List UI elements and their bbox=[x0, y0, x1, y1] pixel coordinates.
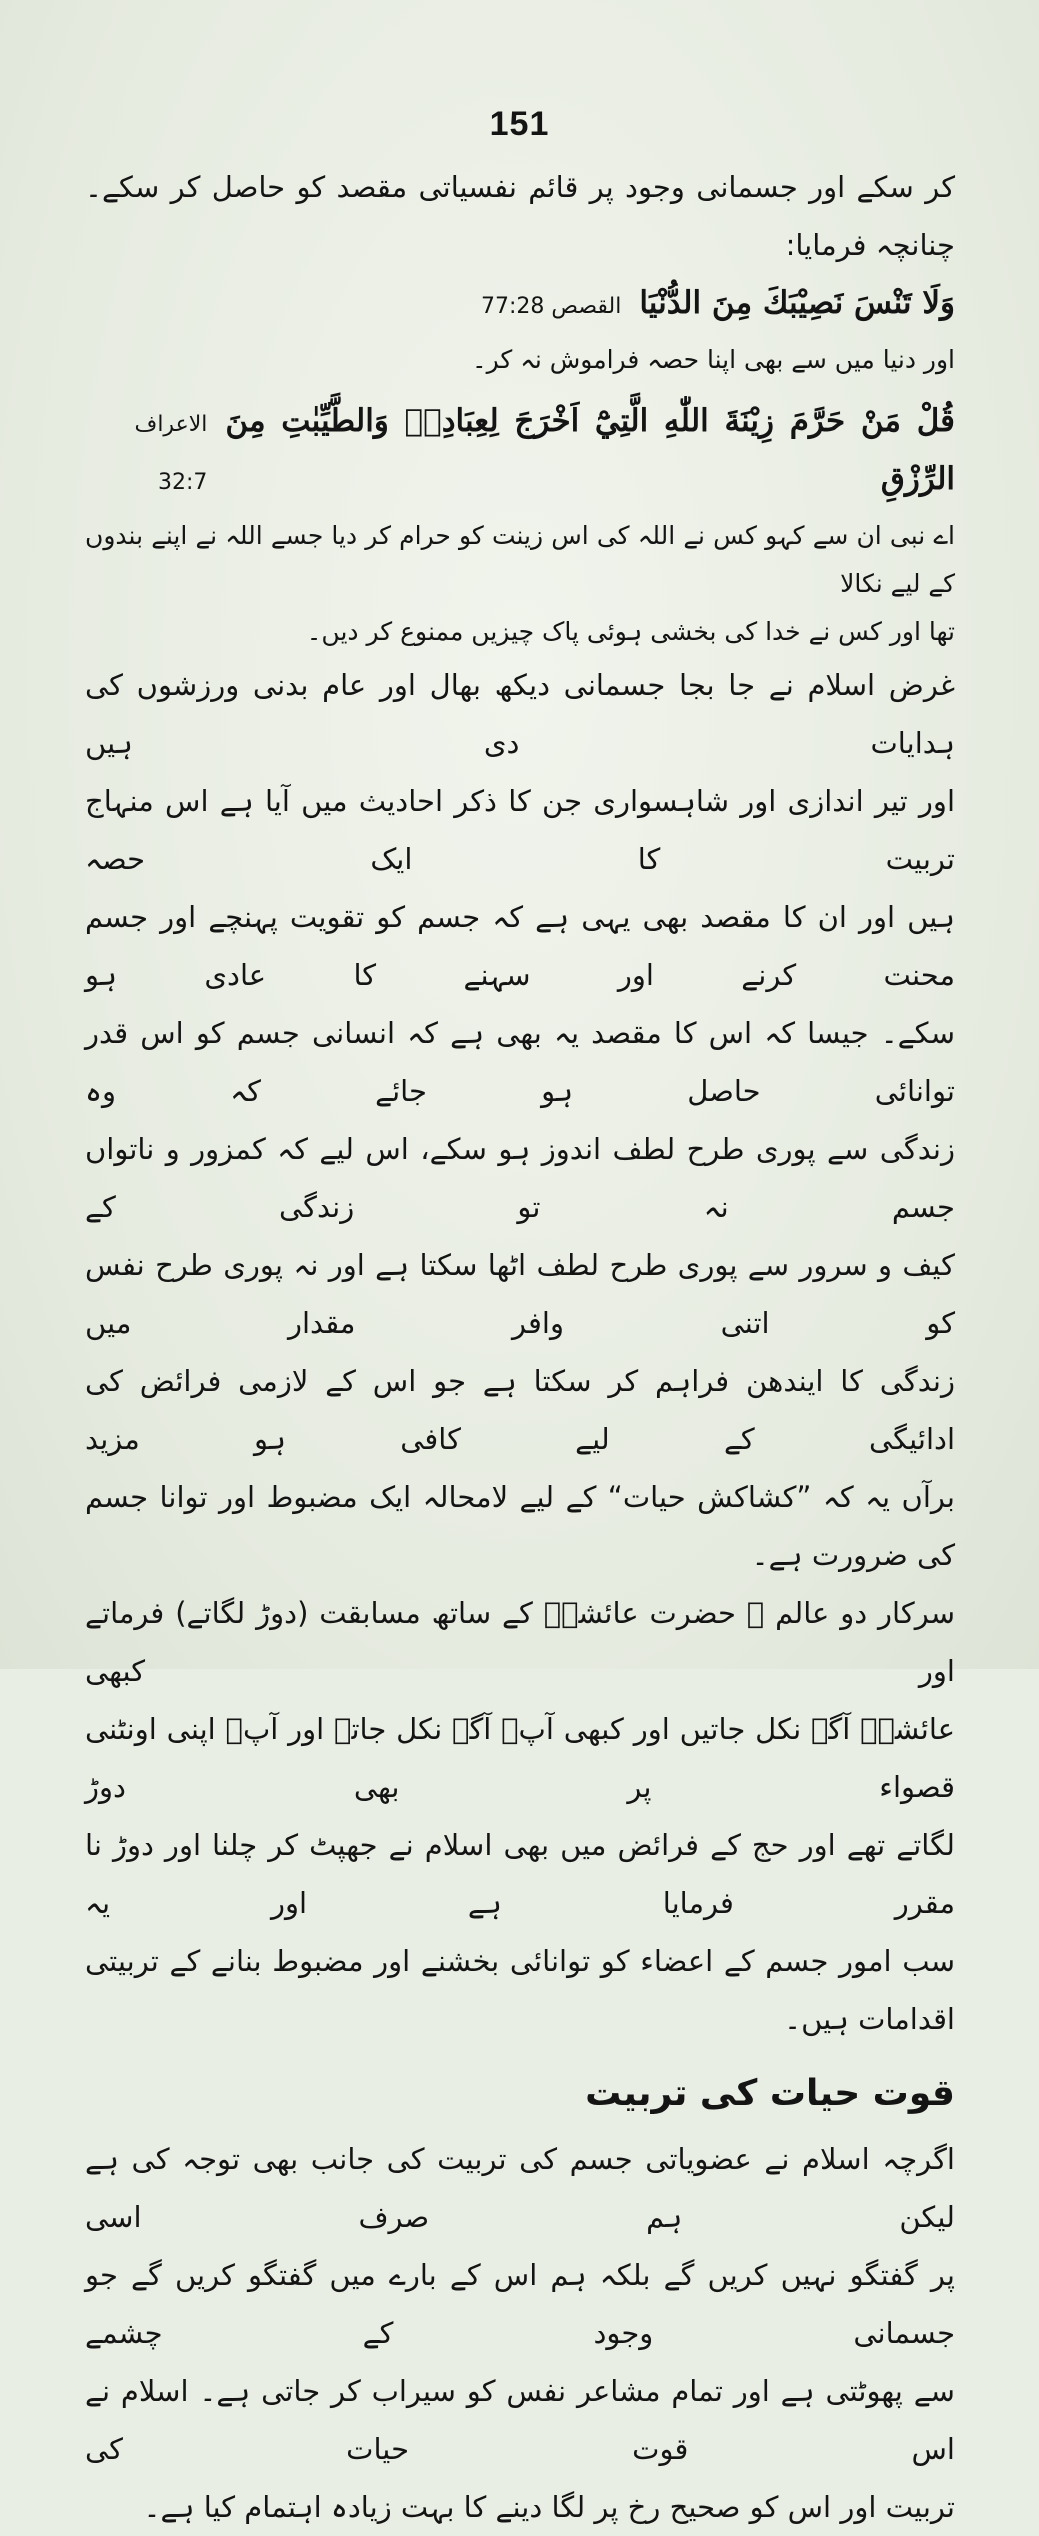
paragraph-line: غرض اسلام نے جا بجا جسمانی دیکھ بھال اور عام بدنی ورزشوں کی ہدایات دی ہیں bbox=[85, 668, 955, 760]
verse-2-reference: الاعراف 32:7 bbox=[134, 412, 208, 495]
paragraph-line: تربیت اور اس کو صحیح رخ پر لگا دینے کا بہت زیادہ اہتمام کیا ہے۔ bbox=[143, 2490, 955, 2524]
verse-2-translation-line: تھا اور کس نے خدا کی بخشی ہوئی پاک چیزیں ممنوع کر دیں۔ bbox=[306, 617, 955, 646]
verse-2-translation-line: اے نبی ان سے کہو کس نے اللہ کی اس زینت کو حرام کر دیا جسے اللہ نے اپنے بندوں کے لیے نکالا bbox=[85, 521, 955, 598]
paragraph-3 bbox=[85, 2130, 955, 2536]
paragraph-line: زندگی کا ایندھن فراہم کر سکتا ہے جو اس کے لازمی فرائض کی ادائیگی کے لیے کافی ہو مزید bbox=[85, 1364, 955, 1456]
paragraph-line: کیف و سرور سے پوری طرح لطف اٹھا سکتا ہے اور نہ پوری طرح نفس کو اتنی وافر مقدار میں bbox=[85, 1248, 955, 1340]
paragraph-line: اگرچہ اسلام نے عضویاتی جسم کی تربیت کی جانب بھی توجہ کی ہے لیکن ہم صرف اسی bbox=[85, 2142, 955, 2234]
page-body bbox=[85, 158, 955, 2536]
paragraph-1 bbox=[85, 656, 955, 1584]
paragraph-line: سب امور جسم کے اعضاء کو توانائی بخشنے اور مضبوط بنانے کے تربیتی اقدامات ہیں۔ bbox=[85, 1944, 955, 2036]
paragraph-line: زندگی سے پوری طرح لطف اندوز ہو سکے، اس لیے کہ کمزور و ناتواں جسم نہ تو زندگی کے bbox=[85, 1132, 955, 1224]
intro-line: کر سکے اور جسمانی وجود پر قائم نفسیاتی مقصد کو حاصل کر سکے۔ چنانچہ فرمایا: bbox=[85, 170, 955, 262]
paragraph-line: لگاتے تھے اور حج کے فرائض میں بھی اسلام نے جھپٹ کر چلنا اور دوڑ نا مقرر فرمایا ہے اور یہ bbox=[85, 1828, 955, 1920]
paragraph-line: سرکار دو عالم ﷺ حضرت عائشہؓ کے ساتھ مسابقت (دوڑ لگاتے) فرماتے اور کبھی bbox=[85, 1596, 955, 1688]
page-number: 151 bbox=[489, 105, 550, 143]
paragraph-line: برآں یہ کہ ”کشاکش حیات“ کے لیے لامحالہ ایک مضبوط اور توانا جسم کی ضرورت ہے۔ bbox=[85, 1480, 955, 1572]
verse-2-arabic: قُلْ مَنْ حَرَّمَ زِيْنَةَ اللّٰهِ الَّتِيْٓ اَخْرَجَ لِعِبَادِهٖ وَالطَّيِّبٰتِ مِنَ الرِّزْقِ bbox=[225, 403, 955, 497]
paragraph-line: عائشہؓ آگے نکل جاتیں اور کبھی آپؐ آگے نکل جاتے اور آپؐ اپنی اونٹنی قصواء پر بھی دوڑ bbox=[85, 1712, 955, 1804]
paragraph-2 bbox=[85, 1584, 955, 2048]
quran-verse-1 bbox=[85, 274, 955, 336]
paragraph-line: سے پھوٹتی ہے اور تمام مشاعر نفس کو سیراب کر جاتی ہے۔ اسلام نے اس قوت حیات کی bbox=[85, 2374, 955, 2466]
quran-verse-2 bbox=[85, 392, 955, 512]
verse-1-arabic: وَلَا تَنْسَ نَصِيْبَكَ مِنَ الدُّنْيَا bbox=[639, 285, 955, 321]
verse-1-reference: القصص 77:28 bbox=[480, 294, 622, 319]
paragraph-line: پر گفتگو نہیں کریں گے بلکہ ہم اس کے بارے میں گفتگو کریں گے جو جسمانی وجود کے چشمے bbox=[85, 2258, 955, 2350]
paragraph-line: سکے۔ جیسا کہ اس کا مقصد یہ بھی ہے کہ انسانی جسم کو اس قدر توانائی حاصل ہو جائے کہ وہ bbox=[85, 1016, 955, 1108]
section-heading: قوت حیات کی تربیت bbox=[585, 2073, 955, 2114]
verse-1-translation: اور دنیا میں سے بھی اپنا حصہ فراموش نہ کر۔ bbox=[471, 345, 955, 374]
paragraph-line: اور تیر اندازی اور شاہسواری جن کا ذکر احادیث میں آیا ہے اس منہاج تربیت کا ایک حصہ bbox=[85, 784, 955, 876]
paragraph-line: ہیں اور ان کا مقصد بھی یہی ہے کہ جسم کو تقویت پہنچے اور جسم محنت کرنے اور سہنے کا عادی ہو bbox=[85, 900, 955, 992]
